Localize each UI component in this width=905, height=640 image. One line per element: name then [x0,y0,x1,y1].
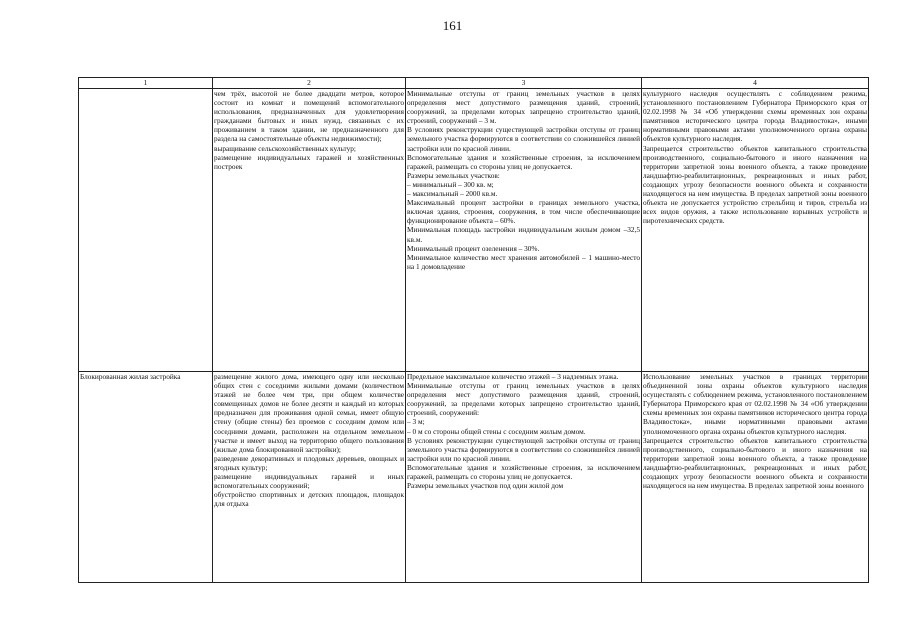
page-number: 161 [442,18,463,33]
param-item: Предельное максимальное количество этажей – 3 надземных этажа. [407,372,619,381]
param-item: Минимальные отступы от границ земельных участков в целях определения мест допустимого размещения зданий, строений, сооружений, за пределами которых запрещено строительство зданий, строений, сооружений – 3 м. [407,89,640,126]
param-item: Минимальная площадь застройки индивидуальным жилым домом –32,5 кв.м. [407,225,640,244]
use-item: выращивание сельскохозяйственных культур; [214,143,356,153]
uses-cell [213,89,406,372]
zoning-table [78,77,869,583]
params-cell [406,89,642,372]
header-col-1: 1 [79,78,213,89]
header-col-4: 4 [642,78,869,89]
param-item: Минимальное количество мест хранения автомобилей – 1 машино-место на 1 домовладение [407,252,640,271]
restriction-item: Запрещается строительство объектов капитального строительства производственного, социально-бытового и иного назначения на территории запретной зоны военного объекта, а также проведение ландшафтно-реабилитационных, рекреационных и иных работ, создающих угрозу безопасности военного объекта и сохранности находящегося на нем имущества. В пределах запретной зоны военного объекта не допускается устройство стрельбищ и тиров, стрельба из всех видов оружия, а также использование взрывных устройств и пиротехнических средств. [643,143,867,226]
param-item: Вспомогательные здания и хозяйственные строения, за исключением гаражей, размещать со стороны улиц не допускается. [407,152,640,171]
restriction-item: Использование земельных участков в границах территории объединенной зоны охраны объектов культурного наследия осуществлять с соблюдением режима, установленного постановлением Губернатора Приморского края от 02.02.1998 № 34 «Об утверждении схемы временных зон охраны памятников исторического центра города Владивостока», иными нормативными правовыми актами уполномоченного органа охраны объектов культурного наследия. [643,372,867,436]
use-item: размещение индивидуальных гаражей и иных вспомогательных сооружений; [214,472,404,491]
table-row [79,89,869,372]
param-item: Вспомогательные здания и хозяйственные строения, за исключением гаражей, размещать со стороны улиц не допускается. [407,462,640,482]
params-cell [406,372,642,583]
use-item: разведение декоративных и плодовых деревьев, овощных и ягодных культур; [214,453,404,472]
table-row [79,372,869,583]
param-item: – 3 м; [407,417,425,427]
param-item: Максимальный процент застройки в границах земельного участка, включая здания, строения, сооружения, в том числе обеспечивающие функционирование объекта – 60%. [407,198,640,226]
table-header-row [79,78,869,89]
use-item: размещение жилого дома, имеющего одну или несколько общих стен с соседними жилыми домами (количеством этажей не более чем три, при общем количестве совмещенных домов не более десяти и каждый из которых предназначен для проживания одной семьи, имеет общую стену (общие стены) без проемов с соседним домом или соседними домами, расположен на отдельном земельном участке и имеет выход на территорию общего пользования (жилые дома блокированной застройки); [214,372,404,454]
zone-cell [79,372,213,583]
param-item: Размеры земельных участков под один жилой дом [407,481,564,491]
param-item: – максимальный – 2000 кв.м. [407,189,498,199]
header-col-2: 2 [213,78,406,89]
param-item: В условиях реконструкции существующей застройки отступы от границ земельного участка формируются в соответствии со сложившейся линией застройки или по красной линии. [407,125,640,153]
param-item: В условиях реконструкции существующей застройки отступы от границ земельного участка формируются в соответствии со сложившейся линией застройки или по красной линии. [407,435,640,463]
param-item: – минимальный – 300 кв. м; [407,179,494,189]
uses-cell [213,372,406,583]
restriction-item: культурного наследия осуществлять с соблюдением режима, установленного постановлением Губернатора Приморского края от 02.02.1998 № 34 «Об утверждении схемы временных зон охраны памятников исторического центра города Владивостока», иными нормативными правовыми актами уполномоченного органа охраны объектов культурного наследия. [643,89,867,144]
header-col-3: 3 [406,78,642,89]
use-item: размещение индивидуальных гаражей и хозяйственных построек [214,152,404,171]
use-item: обустройство спортивных и детских площадок, площадок для отдыха [214,490,404,509]
restrictions-cell [642,372,869,583]
restrictions-cell [642,89,869,372]
restriction-item: Запрещается строительство объектов капитального строительства производственного, социально-бытового и иного назначения на территории запретной зоны военного объекта, а также проведение ландшафтно-реабилитационных, рекреационных и иных работ, создающих угрозу безопасности военного объекта и сохранности находящегося на нем имущества. В пределах запретной зоны военного [643,435,867,491]
param-item: Минимальные отступы от границ земельных участков в целях определения мест допустимого размещения зданий, строений, сооружений, за пределами которых запрещено строительство зданий, строений, сооружений: [407,381,640,418]
zone-cell [79,89,213,372]
param-item: Размеры земельных участков: [407,170,500,180]
use-item: чем трёх, высотой не более двадцати метров, которое состоит из комнат и помещений вспомогательного использования, предназначенных для удовлетворения гражданами бытовых и иных нужд, связанных с их проживанием в таком здании, не предназначенного для раздела на самостоятельные объекты недвижимости); [214,89,404,144]
param-item: Минимальный процент озеленения – 30%. [407,243,540,253]
param-item: – 0 м со стороны общей стены с соседним жилым домом. [407,426,586,436]
zone-name: Блокированная жилая застройка [80,372,181,381]
